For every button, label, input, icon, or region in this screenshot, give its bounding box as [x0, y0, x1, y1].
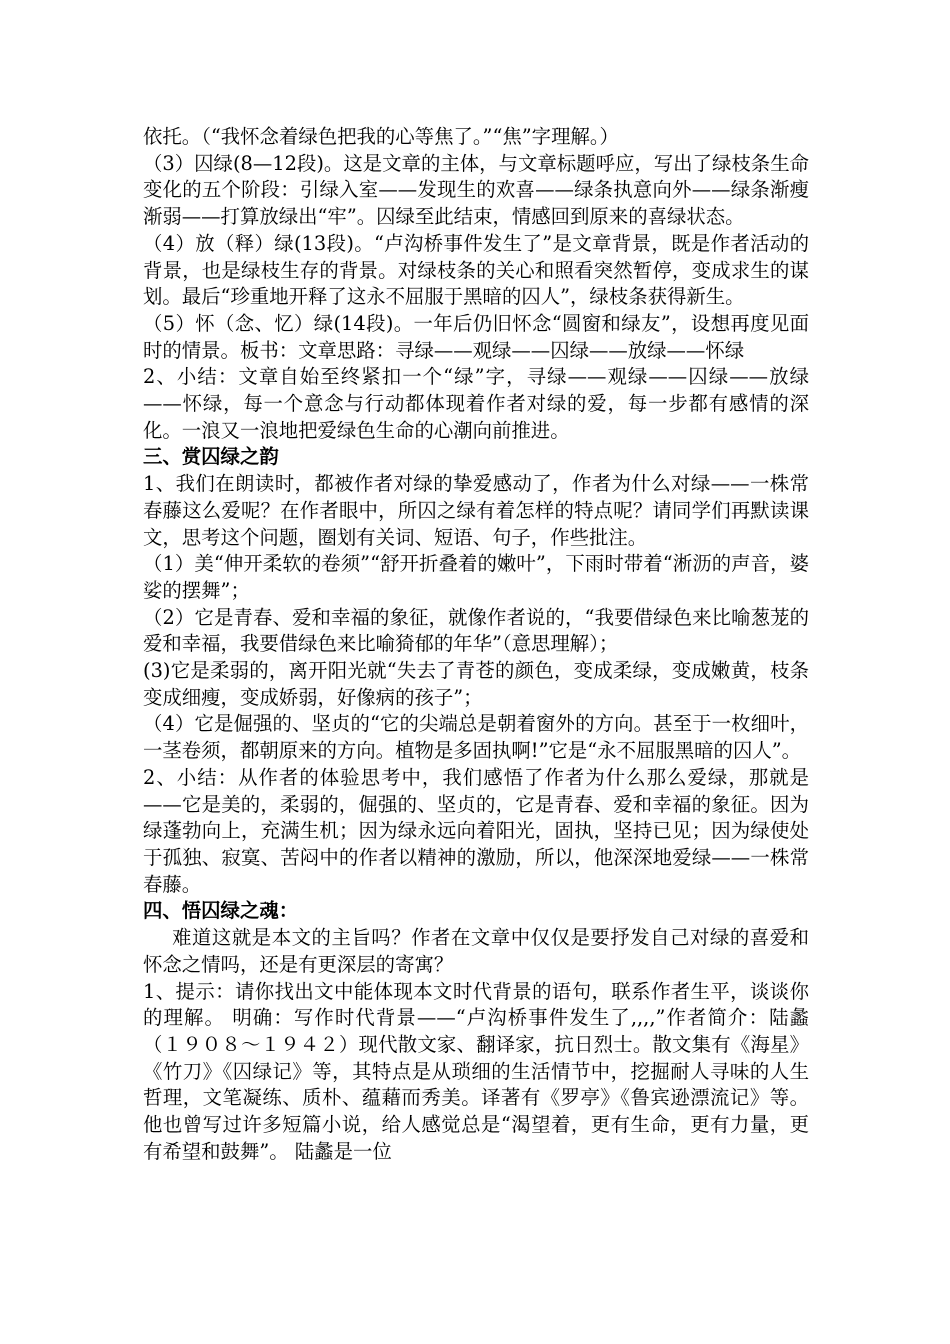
- section-heading-3: 三、赏囚绿之韵: [143, 445, 279, 469]
- paragraph-1: 依托。（“我怀念着绿色把我的心等焦了。”“焦”字理解。）: [143, 125, 619, 148]
- paragraph-2: （3）囚绿(8—12段)。这是文章的主体，与文章标题呼应，写出了绿枝条生命变化的五个阶段：引绿入室——发现生的欢喜——绿条执意向外——绿条渐瘦渐弱——打算放绿出“牢”。囚绿至此结束，情感回到原来的喜绿状态。: [143, 151, 809, 229]
- paragraph-4: （5）怀（念、忆）绿(14段)。一年后仍旧怀念“圆窗和绿友”，设想再度见面时的情景。板书：文章思路：寻绿——观绿——囚绿——放绿——怀绿: [143, 311, 809, 362]
- paragraph-15: 1、提示：请你找出文中能体现本文时代背景的语句，联系作者生平，谈谈你的理解。 明确：写作时代背景——“卢沟桥事件发生了,,,,”作者简介：陆蠡（１９０８～１９４２）现代散文家、翻译家，抗日烈士。散文集有《海星》《竹刀》《囚绿记》等，其特点是从琐细的生活情节中，挖掘耐人寻味的人生哲理，文笔凝练、质朴、蕴藉而秀美。译著有《罗亭》《鲁宾逊漂流记》等。他也曾写过许多短篇小说，给人感觉总是“渴望着，更有生命，更有力量，更有希望和鼓舞”。 陆蠡是一位: [143, 979, 809, 1163]
- paragraph-7: 1、我们在朗读时，都被作者对绿的挚爱感动了，作者为什么对绿——一株常春藤这么爱呢？在作者眼中，所囚之绿有着怎样的特点呢？请同学们再默读课文，思考这个问题，圈划有关词、短语、句子，作些批注。: [143, 472, 809, 549]
- paragraph-5: 2、小结：文章自始至终紧扣一个“绿”字，寻绿——观绿——囚绿——放绿——怀绿，每一个意念与行动都体现着作者对绿的爱，每一步都有感情的深化。一浪又一浪地把爱绿色生命的心潮向前推进。: [143, 365, 809, 442]
- paragraph-9: （2）它是青春、爱和幸福的象征，就像作者说的，“我要借绿色来比喻葱茏的爱和幸福，我要借绿色来比喻猗郁的年华”（意思理解）；: [143, 605, 809, 656]
- paragraph-3: （4）放（释）绿(13段)。“卢沟桥事件发生了”是文章背景，既是作者活动的背景，也是绿枝生存的背景。对绿枝条的关心和照看突然暂停，变成求生的谋划。最后“珍重地开释了这永不屈服于黑暗的囚人”，绿枝条获得新生。: [143, 231, 809, 309]
- paragraph-11: （4）它是倔强的、坚贞的“它的尖端总是朝着窗外的方向。甚至于一枚细叶，一茎卷须，都朝原来的方向。植物是多固执啊!”它是“永不屈服黑暗的囚人”。: [143, 712, 809, 763]
- section-heading-4: 四、悟囚绿之魂：: [143, 899, 299, 923]
- paragraph-8: （1）美“伸开柔软的卷须”“舒开折叠着的嫩叶”，下雨时带着“淅沥的声音，婆娑的摆舞”；: [143, 552, 809, 602]
- paragraph-14: 难道这就是本文的主旨吗？作者在文章中仅仅是要抒发自己对绿的喜爱和怀念之情吗，还是有更深层的寄寓？: [143, 926, 809, 976]
- paragraph-10: (3)它是柔弱的，离开阳光就“失去了青苍的颜色，变成柔绿，变成嫩黄，枝条变成细瘦，变成娇弱，好像病的孩子”；: [143, 659, 809, 709]
- paragraph-12: 2、小结：从作者的体验思考中，我们感悟了作者为什么那么爱绿，那就是——它是美的，柔弱的，倔强的、坚贞的，它是青春、爱和幸福的象征。因为绿蓬勃向上，充满生机；因为绿永远向着阳光，固执，坚持已见；因为绿使处于孤独、寂寞、苦闷中的作者以精神的激励，所以，他深深地爱绿——一株常春藤。: [143, 765, 809, 896]
- document-page: [143, 124, 809, 1165]
